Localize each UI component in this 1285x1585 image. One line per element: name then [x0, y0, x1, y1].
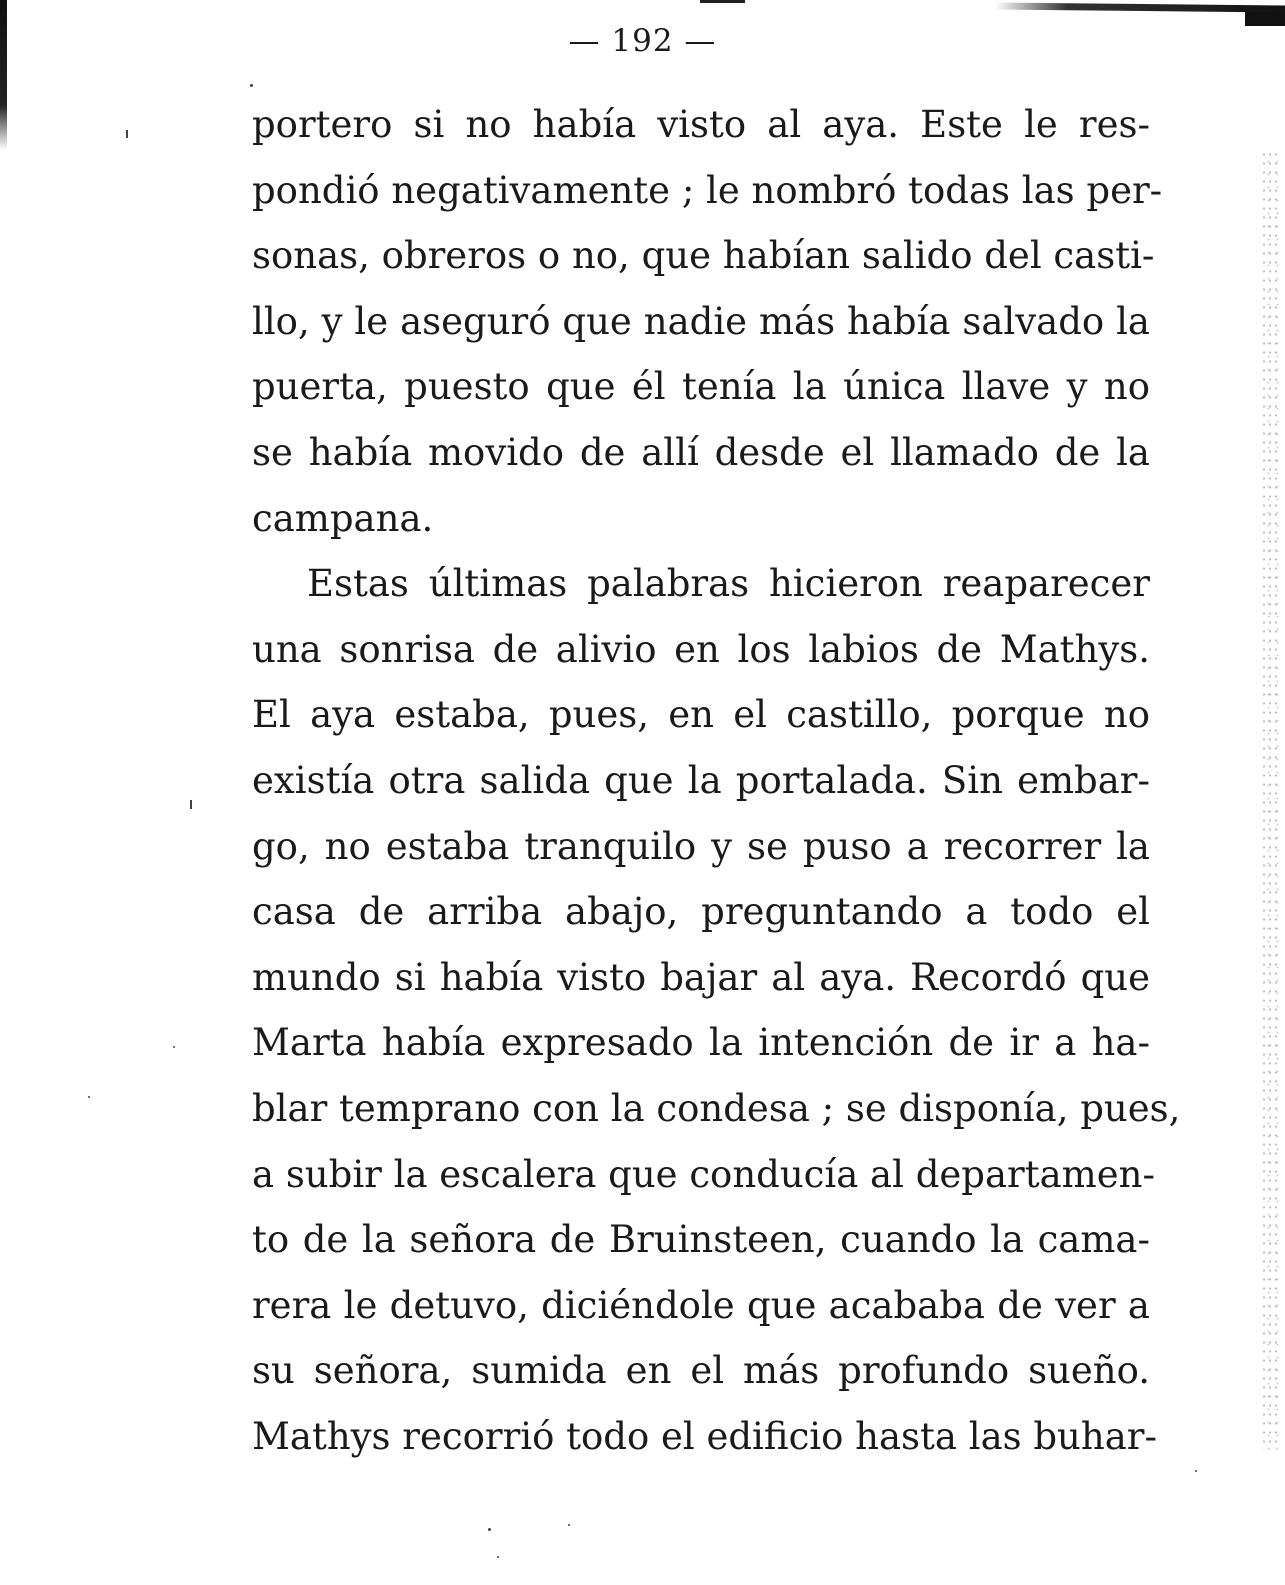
text-line: mundo si había visto bajar al aya. Recordó que — [252, 955, 1150, 999]
text-line: sonas, obreros o no, que habían salido del casti- — [252, 234, 1155, 278]
text-line: Mathys recorrió todo el edificio hasta las buhar- — [252, 1414, 1157, 1458]
body-text — [252, 92, 1181, 1469]
text-line: pondió negativamente ; le nombró todas las per- — [252, 168, 1163, 212]
ink-speck — [190, 800, 192, 809]
ink-speck — [497, 1556, 499, 1558]
text-line: rera le detuvo, diciéndole que acababa de ver a — [252, 1283, 1150, 1327]
text-line: Estas últimas palabras hicieron reaparecer — [307, 562, 1150, 606]
text-line: puerta, puesto que él tenía la única llave y no — [252, 365, 1150, 409]
ink-speck — [88, 1096, 90, 1098]
text-line: se había movido de allí desde el llamado de la — [252, 430, 1150, 474]
text-line: casa de arriba abajo, preguntando a todo el — [252, 890, 1150, 934]
ink-speck — [126, 130, 128, 138]
text-line: go, no estaba tranquilo y se puso a recorrer la — [252, 824, 1150, 868]
ink-speck — [250, 84, 253, 87]
scan-edge-right — [1261, 150, 1279, 1450]
text-line: su señora, sumida en el más profundo sueño. — [252, 1349, 1150, 1393]
page-number: — 192 — — [568, 23, 717, 59]
text-line: Marta había expresado la intención de ir a ha- — [252, 1021, 1150, 1065]
scan-edge-top-line — [700, 0, 745, 3]
text-line: una sonrisa de alivio en los labios de Mathys. — [252, 627, 1150, 671]
text-line: El aya estaba, pues, en el castillo, porque no — [252, 693, 1150, 737]
text-line: llo, y le aseguró que nadie más había salvado la — [252, 299, 1150, 343]
text-line: blar temprano con la condesa ; se disponía, pues, — [252, 1086, 1181, 1130]
ink-speck — [568, 1524, 570, 1526]
ink-speck — [488, 1528, 491, 1531]
text-line: existía otra salida que la portalada. Sin embar- — [252, 758, 1150, 802]
text-line: portero si no había visto al aya. Este le res- — [252, 103, 1150, 146]
text-line: a subir la escalera que conducía al departamen- — [252, 1152, 1155, 1196]
text-line: campana. — [252, 496, 434, 540]
ink-speck — [173, 1046, 175, 1048]
text-line: to de la señora de Bruinsteen, cuando la cama- — [252, 1218, 1150, 1262]
ink-speck — [1195, 1470, 1197, 1472]
